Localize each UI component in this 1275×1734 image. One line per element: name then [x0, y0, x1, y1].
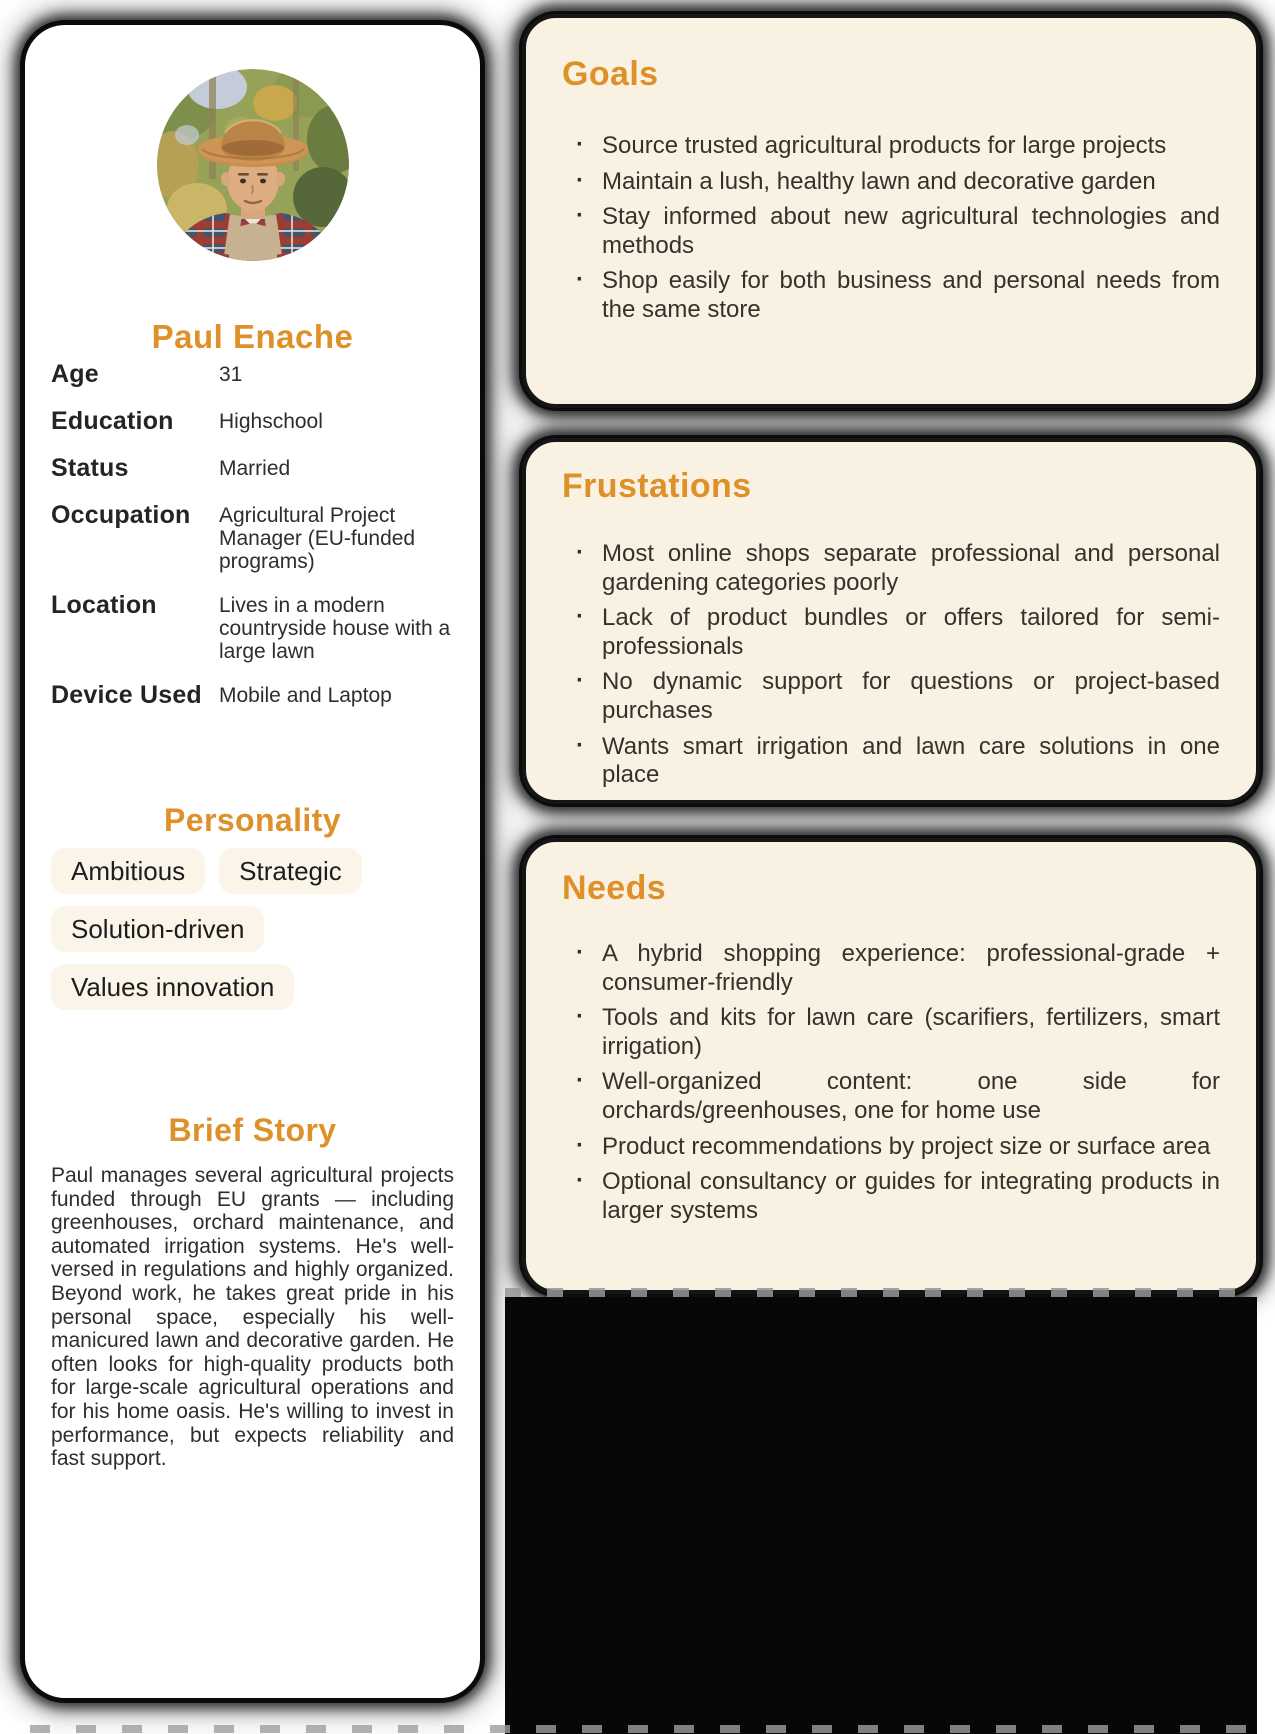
attribute-row-status [51, 453, 454, 483]
goals-panel [522, 14, 1260, 408]
bullet-item: · Well-organized content: one side for orchards/greenhouses, one for home use [562, 1068, 1220, 1125]
personality-traits [51, 848, 454, 1010]
trait-row [51, 848, 454, 894]
bullet-item: · Wants smart irrigation and lawn care solutions in one place [562, 733, 1220, 790]
bullet-item: · No dynamic support for questions or project-based purchases [562, 668, 1220, 725]
attribute-label: Device Used [51, 681, 202, 709]
bullet-item: · Most online shops separate professional and personal gardening categories poorly [562, 540, 1220, 597]
trait-row [51, 906, 454, 952]
attribute-value: Mobile and Laptop [219, 684, 392, 707]
frustations-list [562, 540, 1220, 790]
attribute-label: Location [51, 591, 157, 619]
needs-panel [522, 838, 1260, 1294]
persona-card [25, 25, 480, 1698]
attribute-value: Lives in a modern countryside house with a large lawn [219, 594, 451, 663]
personality-title: Personality [164, 802, 341, 838]
brief-story-title: Brief Story [168, 1112, 337, 1148]
needs-title: Needs [562, 869, 667, 907]
bullet-item: · Source trusted agricultural products for large projects [562, 132, 1220, 161]
bottom-dither-strip [30, 1725, 1258, 1733]
avatar-photo-illustration [157, 69, 349, 261]
bullet-item: · Shop easily for both business and personal needs from the same store [562, 267, 1220, 324]
bullet-item: · Stay informed about new agricultural technologies and methods [562, 203, 1220, 260]
attribute-row-location [51, 590, 454, 663]
avatar [157, 69, 349, 261]
bullet-item: · Optional consultancy or guides for integrating products in larger systems [562, 1168, 1220, 1225]
brief-story-text: Paul manages several agricultural projects funded through EU grants — including greenhouses, orchard maintenance, and automated irrigation systems. He's well-versed in regulations and highly organized. Beyond work, he takes great pride in his personal space, especially his well-manicured lawn and decorative garden. He often looks for high-quality products both for large-scale agricultural operations and for his home oasis. He's willing to invest in performance, but expects reliability and fast support. [51, 1164, 454, 1471]
bullet-item: · Lack of product bundles or offers tailored for semi-professionals [562, 604, 1220, 661]
persona-name: Paul Enache [151, 318, 354, 355]
attribute-row-age [51, 359, 454, 389]
attribute-value: Married [219, 457, 291, 480]
attribute-value: Highschool [219, 410, 323, 433]
attribute-value: 31 [219, 363, 243, 386]
trait-row [51, 964, 454, 1010]
goals-list [562, 132, 1220, 325]
trait-tag-strategic: Strategic [219, 848, 362, 894]
bullet-item: · Tools and kits for lawn care (scarifiers, fertilizers, smart irrigation) [562, 1004, 1220, 1061]
frustations-panel [522, 438, 1260, 804]
attribute-label: Age [51, 360, 99, 388]
attribute-row-device [51, 680, 454, 710]
attribute-value: Agricultural Project Manager (EU-funded programs) [219, 504, 416, 573]
trait-tag-values-innovation: Values innovation [51, 964, 294, 1010]
attribute-label: Education [51, 407, 174, 435]
needs-list [562, 940, 1220, 1225]
goals-title: Goals [562, 55, 659, 93]
attribute-label: Status [51, 454, 129, 482]
trait-tag-ambitious: Ambitious [51, 848, 205, 894]
attribute-row-education [51, 406, 454, 436]
bullet-item: · A hybrid shopping experience: professional-grade + consumer-friendly [562, 940, 1220, 997]
attribute-label: Occupation [51, 501, 191, 529]
bullet-item: · Maintain a lush, healthy lawn and decorative garden [562, 168, 1220, 197]
frustations-title: Frustations [562, 467, 752, 505]
attributes-list [51, 359, 454, 710]
bullet-item: · Product recommendations by project size or surface area [562, 1133, 1220, 1162]
background-black-block [505, 1297, 1257, 1734]
trait-tag-solution-driven: Solution-driven [51, 906, 264, 952]
attribute-row-occupation [51, 500, 454, 573]
